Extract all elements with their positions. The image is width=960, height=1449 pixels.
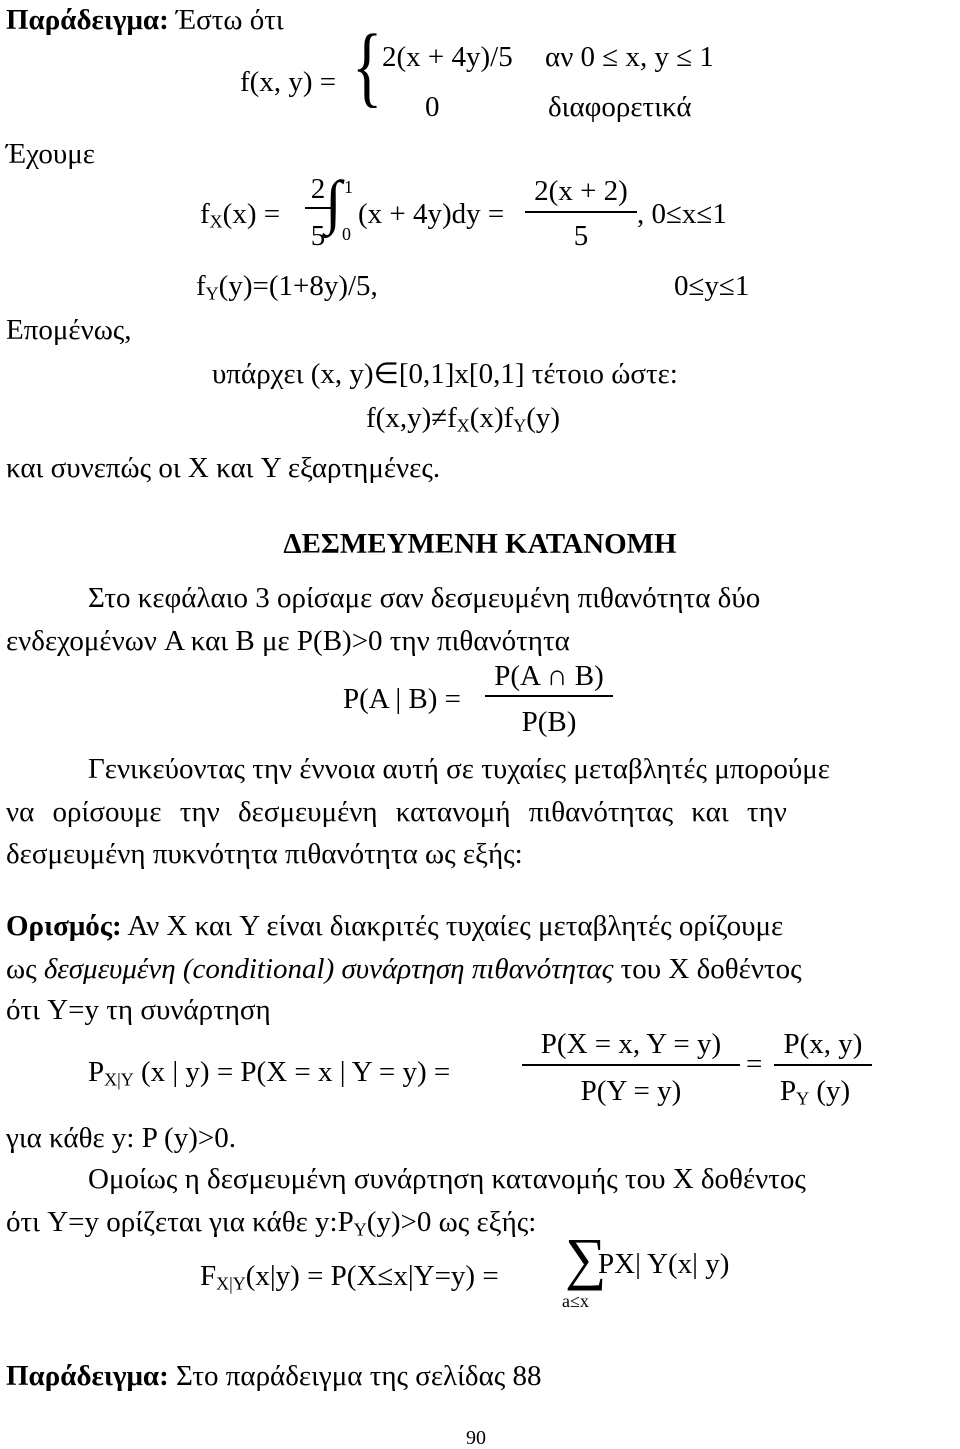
example-text: Έστω ότι (168, 4, 284, 36)
dependent-line: και συνεπώς οι X και Y εξαρτημένες. (6, 452, 441, 484)
case2-expr: 0 (425, 91, 440, 123)
piecewise-lhs: f(x, y) = (240, 66, 337, 98)
case2-condition: διαφορετικά (548, 91, 692, 123)
inequality-line: $f(x,y)\ne f_X(x)f_Y(y)$ (366, 402, 561, 436)
para3-line2: ότι Y=y ορίζεται για κάθε $y:P_Y(y)>0$ ως εξής: (6, 1206, 537, 1240)
fx-frac-num: 2(x + 2) (534, 175, 628, 207)
have-text: Έχουμε (6, 138, 95, 170)
pmf-eq: = (746, 1048, 763, 1080)
fy-range: 0≤y≤1 (674, 270, 750, 302)
case1-condition: αν 0 ≤ x, y ≤ 1 (545, 41, 714, 73)
for-every-line: για κάθε y: P (y)>0. (6, 1122, 236, 1154)
integral-icon: ∫ (325, 169, 342, 235)
para1-line2: ενδεχομένων A και B με P(B)>0 την πιθανότητα (6, 625, 570, 657)
cond-prob-line (485, 695, 613, 697)
fx-range: , 0≤x≤1 (637, 198, 727, 230)
definition-label: Ορισμός: (6, 910, 122, 942)
definition-line2: ως δεσμευμένη (conditional) συνάρτηση πιθανότητας του X δοθέντος (6, 953, 802, 985)
pmf-den2: $P_Y$ (y) (780, 1075, 851, 1109)
fx-lhs: $f_X(x)$ = (200, 198, 281, 232)
example-label: Παράδειγμα: (6, 4, 169, 36)
cond-prob-num: P(A ∩ B) (494, 660, 604, 692)
pmf-den1: P(Y = y) (580, 1075, 682, 1107)
para2-line1: Γενικεύοντας την έννοια αυτή σε τυχαίες μεταβλητές μπορούμε (88, 753, 830, 785)
pmf-num2: P(x, y) (783, 1028, 863, 1060)
left-brace-icon: { (352, 17, 383, 116)
pmf-line1 (522, 1064, 740, 1066)
fx-coef-den: 5 (310, 220, 326, 252)
pmf-line2 (774, 1064, 872, 1066)
para2-line2: να ορίσουμε την δεσμευμένη κατανομή πιθανότητας και την (6, 796, 787, 828)
cdf-term: PX| Y(x| y) (598, 1248, 730, 1280)
integral-upper: 1 (344, 177, 353, 197)
pmf-num1: P(X = x, Y = y) (540, 1028, 722, 1060)
para3-line1: Ομοίως η δεσμευμένη συνάρτηση κατανομής του X δοθέντος (88, 1163, 806, 1195)
section-title: ΔΕΣΜΕΥΜΕΝΗ ΚΑΤΑΝΟΜΗ (283, 528, 677, 560)
fx-frac-line (525, 211, 637, 213)
example2-line: Παράδειγμα: Στο παράδειγμα της σελίδας 88 (6, 1360, 542, 1392)
exists-line: υπάρχει (x, y)∈[0,1]x[0,1] τέτοιο ώστε: (212, 358, 678, 390)
cond-prob-den: P(B) (521, 706, 577, 738)
para1-line1: Στο κεφάλαιο 3 ορίσαμε σαν δεσμευμένη πιθανότητα δύο (88, 582, 761, 614)
definition-line3: ότι Y=y τη συνάρτηση (6, 994, 271, 1026)
page-number: 90 (466, 1427, 486, 1449)
pmf-lhs: $P_{X|Y}$ (x | y) = P(X = x | Y = y) = (88, 1056, 451, 1090)
integral-lower: 0 (342, 224, 351, 244)
fx-frac-den: 5 (573, 220, 589, 252)
para2-line3: δεσμευμένη πυκνότητα πιθανότητα ως εξής: (6, 838, 523, 870)
cond-prob-lhs: P(A | B) = (343, 683, 462, 715)
fy-line: $f_Y(y)=(1+8y)/5$, (196, 270, 378, 304)
therefore-text: Επομένως, (6, 314, 132, 346)
fx-integrand: (x + 4y)dy = (358, 198, 505, 230)
sigma-icon: ∑ (565, 1226, 607, 1291)
definition-line1: Ορισμός: Αν X και Y είναι διακριτές τυχαίες μεταβλητές ορίζουμε (6, 910, 784, 942)
sum-lower: a≤x (562, 1291, 589, 1311)
cdf-lhs: $F_{X|Y}(x|y) = P(X\le x|Y=y)$ = (200, 1260, 499, 1294)
example-heading (6, 6, 284, 35)
case1-expr: 2(x + 4y)/5 (382, 41, 513, 73)
fx-coef-num: 2 (310, 173, 326, 205)
